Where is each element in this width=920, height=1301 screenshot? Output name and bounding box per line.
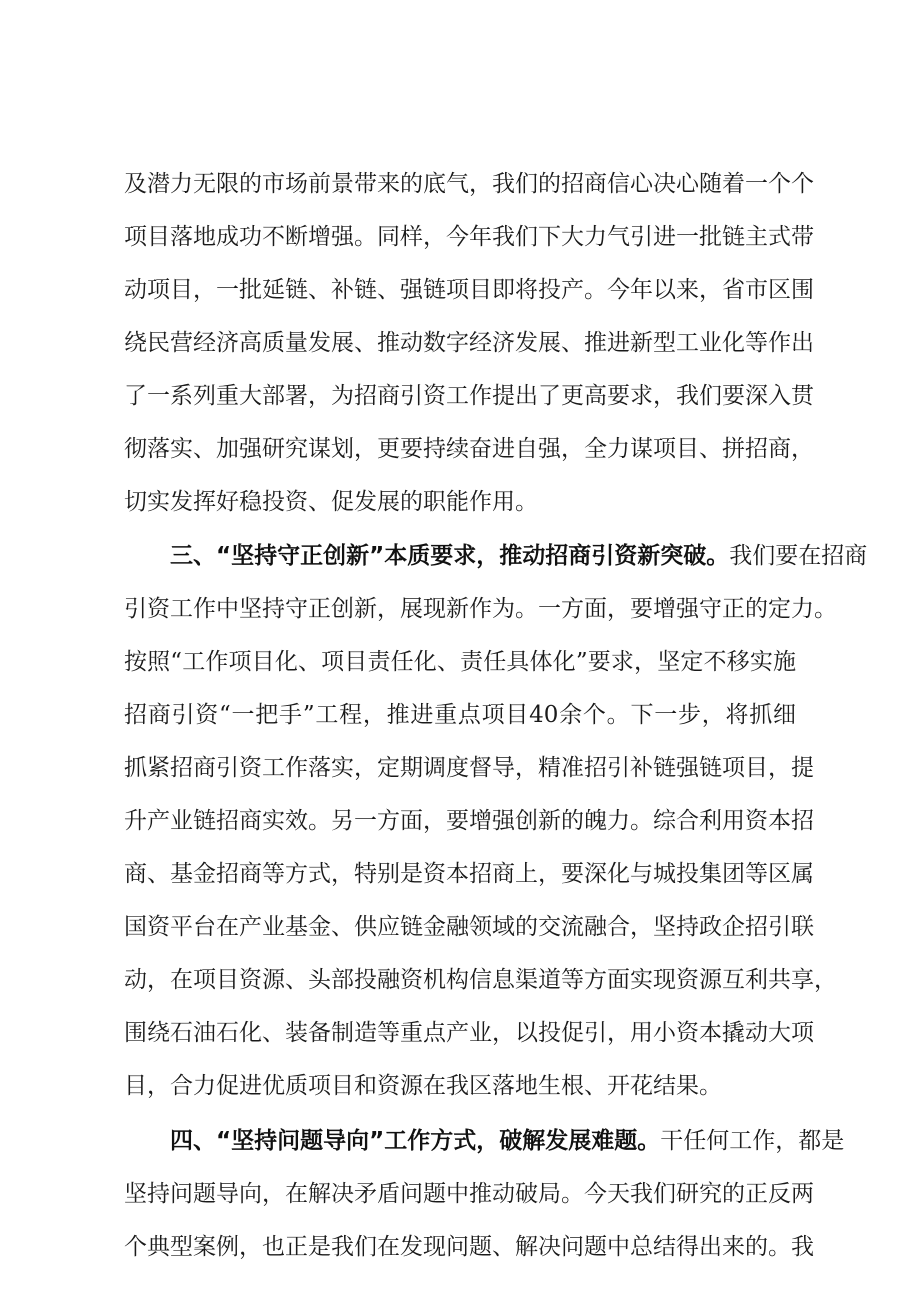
section-3-line: 招商引资“一把手”工程，推进重点项目40余个。下一步，将抓细 (124, 702, 796, 728)
section-3-first-line-rest: 我们要在招商 (729, 543, 868, 569)
section-3-line: 围绕石油石化、装备制造等重点产业，以投促引，用小资本撬动大项 (124, 1020, 814, 1046)
paragraph-1-line: 绕民营经济高质量发展、推动数字经济发展、推进新型工业化等作出 (124, 330, 814, 356)
section-3-line: 目，合力促进优质项目和资源在我区落地生根、开花结果。 (124, 1073, 722, 1099)
section-3-line: 引资工作中坚持守正创新，展现新作为。一方面，要增强守正的定力。 (124, 596, 837, 622)
section-3-heading: 三、“坚持守正创新”本质要求，推动招商引资新突破。 (170, 543, 730, 569)
paragraph-1-line: 切实发挥好稳投资、促发展的职能作用。 (124, 489, 538, 515)
section-3-line: 动，在项目资源、头部投融资机构信息渠道等方面实现资源互利共享， (124, 967, 837, 993)
section-4-first-line-rest: 干任何工作，都是 (660, 1128, 845, 1154)
section-3-line: 抓紧招商引资工作落实，定期调度督导，精准招引补链强链项目，提 (124, 755, 814, 781)
section-3-line: 升产业链招商实效。另一方面，要增强创新的魄力。综合利用资本招 (124, 808, 814, 834)
section-4-heading: 四、“坚持问题导向”工作方式，破解发展难题。 (170, 1128, 661, 1154)
paragraph-1-line: 及潜力无限的市场前景带来的底气，我们的招商信心决心随着一个个 (124, 171, 814, 197)
paragraph-1-line: 项目落地成功不断增强。同样，今年我们下大力气引进一批链主式带 (124, 224, 814, 250)
section-4-first-line (170, 1128, 845, 1154)
section-3-line: 国资平台在产业基金、供应链金融领域的交流融合，坚持政企招引联 (124, 914, 814, 940)
section-4-line: 个典型案例，也正是我们在发现问题、解决问题中总结得出来的。我 (124, 1234, 814, 1260)
paragraph-1-line: 彻落实、加强研究谋划，更要持续奋进自强，全力谋项目、拼招商， (124, 436, 814, 462)
section-4-line: 坚持问题导向，在解决矛盾问题中推动破局。今天我们研究的正反两 (124, 1181, 814, 1207)
paragraph-1-line: 动项目，一批延链、补链、强链项目即将投产。今年以来，省市区围 (124, 277, 814, 303)
section-3-first-line (170, 543, 868, 569)
paragraph-1-line: 了一系列重大部署，为招商引资工作提出了更高要求，我们要深入贯 (124, 383, 814, 409)
section-3-line: 按照“工作项目化、项目责任化、责任具体化”要求，坚定不移实施 (124, 649, 796, 675)
section-3-line: 商、基金招商等方式，特别是资本招商上，要深化与城投集团等区属 (124, 861, 814, 887)
